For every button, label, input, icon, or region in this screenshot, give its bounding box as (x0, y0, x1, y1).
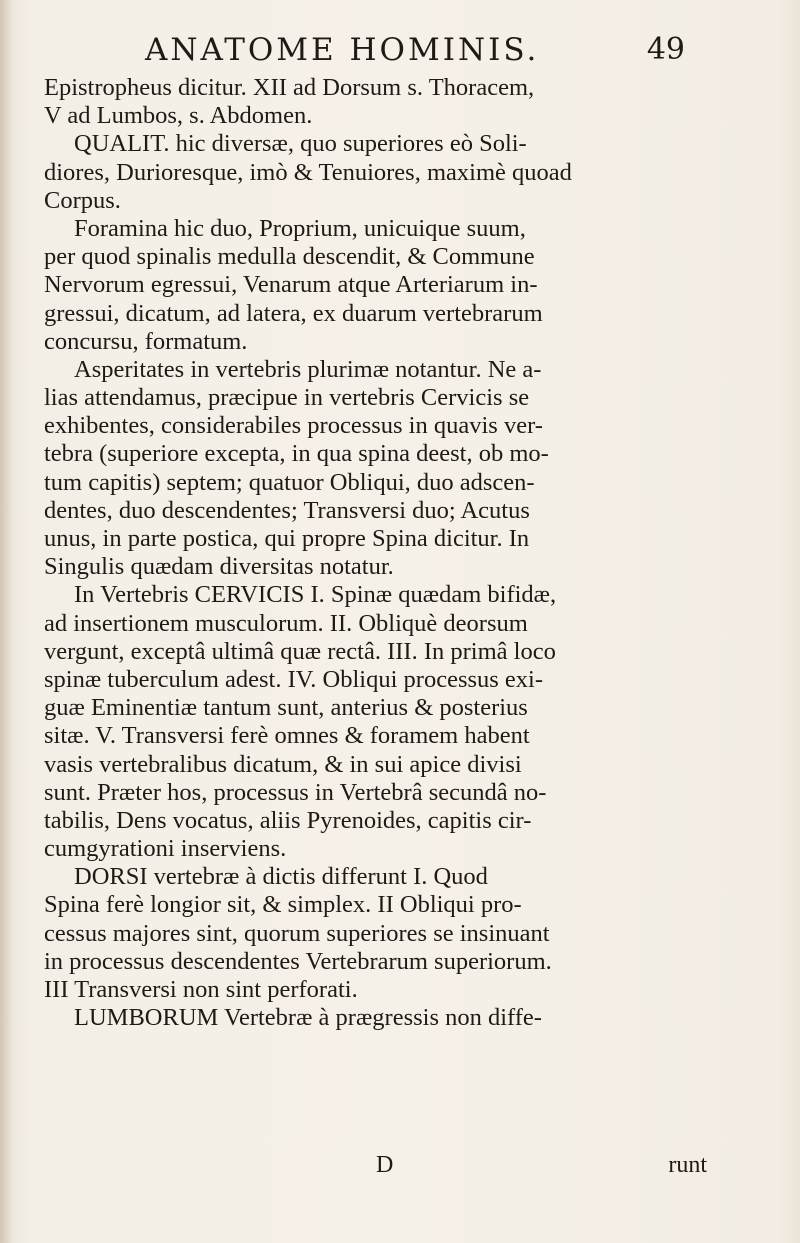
signature-mark: D (376, 1152, 394, 1178)
text-line: vasis vertebralibus dicatum, & in sui apice divisi (44, 750, 522, 778)
running-head (145, 30, 685, 70)
text-line: tebra (superiore excepta, in qua spina deest, ob mo- (44, 440, 549, 468)
text-line: In Vertebris CERVICIS I. Spinæ quædam bifidæ, (74, 581, 557, 609)
page-gutter (0, 0, 14, 1243)
text-line: III Transversi non sint perforati. (44, 976, 358, 1003)
text-line: DORSI vertebræ à dictis differunt I. Quod (74, 863, 488, 891)
text-line: tabilis, Dens vocatus, aliis Pyrenoides, capitis cir- (44, 806, 532, 834)
text-line: spinæ tuberculum adest. IV. Obliqui processus exi- (44, 665, 544, 693)
text-line: exhibentes, considerabiles processus in quavis ver- (44, 412, 543, 440)
text-line: Nervorum egressui, Venarum atque Arteriarum in- (44, 271, 538, 299)
text-line: in processus descendentes Vertebrarum superiorum. (44, 947, 552, 975)
text-line: LUMBORUM Vertebræ à prægressis non diffe- (74, 1004, 542, 1032)
text-line: QUALIT. hic diversæ, quo superiores eò Soli- (74, 130, 527, 158)
text-line: sitæ. V. Transversi ferè omnes & foramem habent (44, 722, 530, 750)
page-footer (44, 1152, 709, 1182)
text-line: Corpus. (44, 186, 121, 214)
text-line: cessus majores sint, quorum superiores se insinuant (44, 919, 550, 947)
text-line: guæ Eminentiæ tantum sunt, anterius & posterius (44, 694, 528, 722)
text-line: gressui, dicatum, ad latera, ex duarum vertebrarum (44, 299, 543, 327)
text-line: Epistropheus dicitur. XII ad Dorsum s. Thoracem, (44, 74, 535, 101)
text-line: unus, in parte postica, qui propre Spina dicitur. In (44, 525, 530, 552)
text-line: V ad Lumbos, s. Abdomen. (44, 102, 313, 130)
text-line: cumgyrationi inserviens. (44, 835, 287, 863)
text-line: Singulis quædam diversitas notatur. (44, 553, 394, 581)
text-line: per quod spinalis medulla descendit, & Commune (44, 243, 535, 271)
running-title: ANATOME HOMINIS. (145, 32, 540, 68)
text-line: Foramina hic duo, Proprium, unicuique suum, (74, 214, 526, 242)
text-line: concursu, formatum. (44, 327, 248, 355)
catchword: runt (668, 1152, 707, 1178)
text-line: vergunt, exceptâ ultimâ quæ rectâ. III. In primâ loco (44, 637, 556, 665)
text-line: ad insertionem musculorum. II. Obliquè deorsum (44, 609, 528, 637)
text-line: tum capitis) septem; quatuor Obliqui, duo adscen- (44, 468, 535, 496)
text-line: dentes, duo descendentes; Transversi duo; Acutus (44, 496, 530, 524)
page-number: 49 (646, 32, 685, 67)
text-line: sunt. Præter hos, processus in Vertebrâ secundâ no- (44, 778, 547, 806)
body-text (44, 74, 709, 1032)
text-line: diores, Durioresque, imò & Tenuiores, maximè quoad (44, 158, 572, 186)
text-line: Spina ferè longior sit, & simplex. II Obliqui pro- (44, 891, 522, 919)
text-line: Asperitates in vertebris plurimæ notantur. Ne a- (74, 355, 542, 383)
text-line: lias attendamus, præcipue in vertebris Cervicis se (44, 384, 530, 412)
